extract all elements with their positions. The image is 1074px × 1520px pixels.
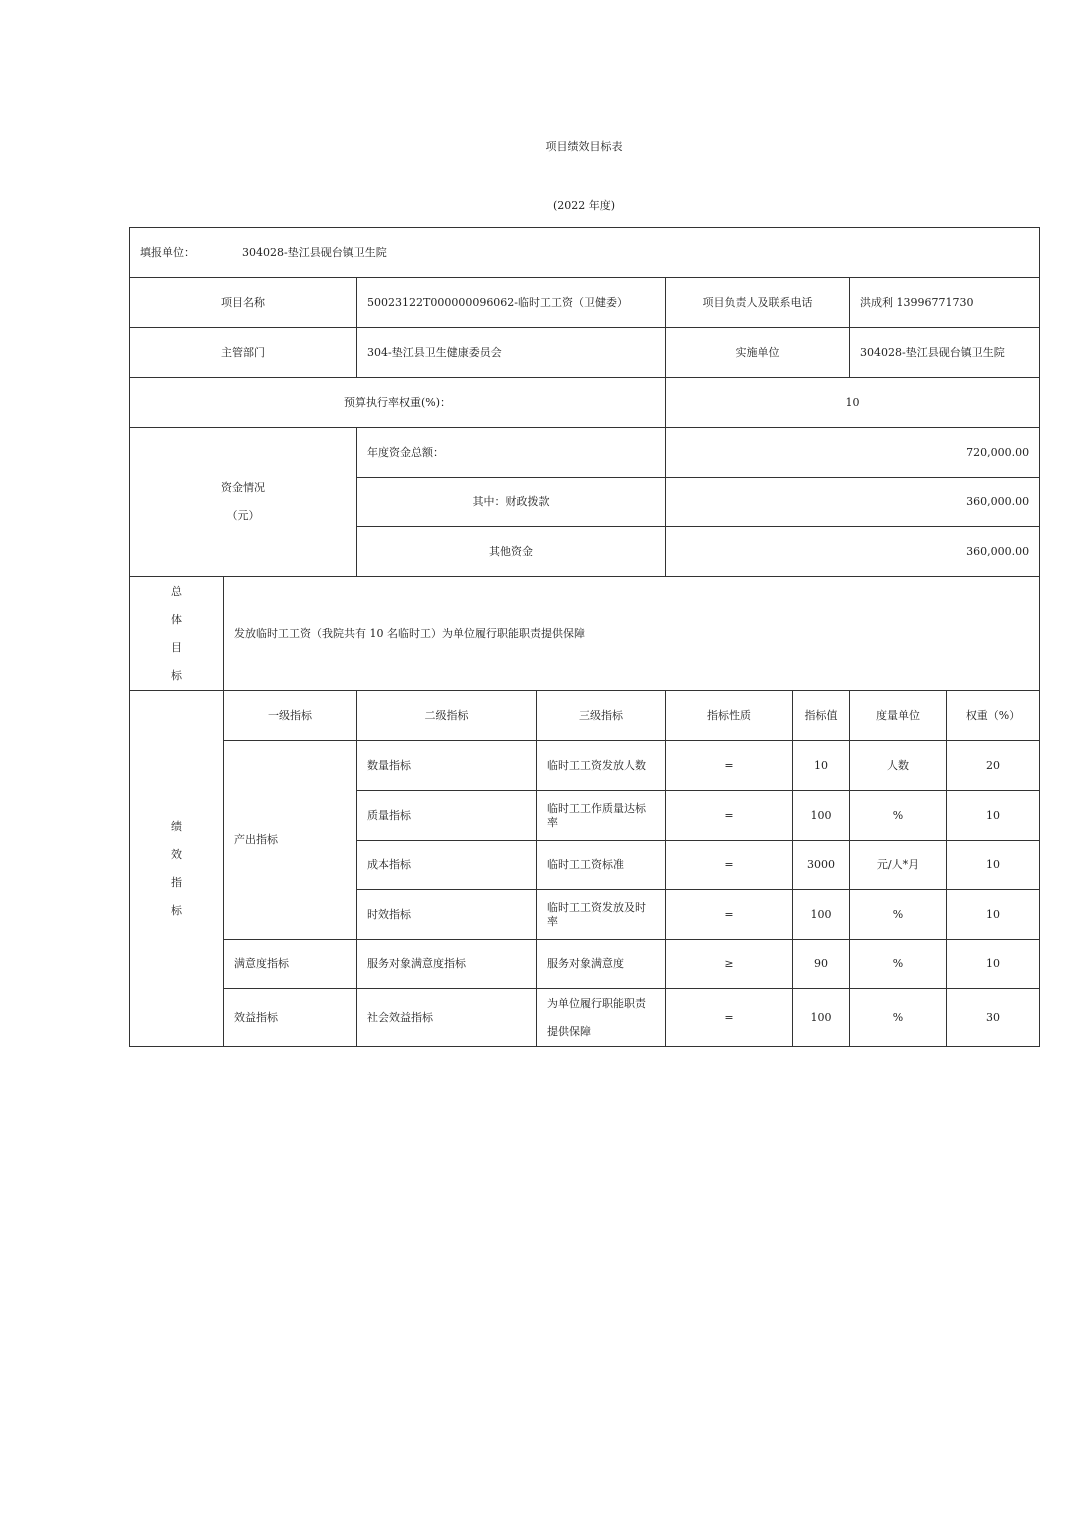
nature-cell: =: [666, 741, 793, 791]
filler-value: 304028-垫江县砚台镇卫生院: [242, 245, 387, 259]
filler-label: 填报单位：: [140, 245, 195, 259]
contact-value: 洪成利 13996771730: [850, 278, 1040, 328]
header-level2: 二级指标: [357, 691, 537, 741]
header-level1: 一级指标: [224, 691, 357, 741]
nature-cell: =: [666, 890, 793, 940]
filler-row: [130, 228, 1040, 278]
filler-cell: [130, 228, 1040, 278]
weight-cell: 10: [947, 890, 1040, 940]
nature-cell: =: [666, 791, 793, 841]
funds-other-value: 360,000.00: [666, 527, 1040, 577]
budget-weight-label: 预算执行率权重(%)：: [130, 378, 666, 428]
funds-label: [130, 428, 357, 577]
header-value: 指标值: [793, 691, 850, 741]
goal-label-char: 总: [171, 584, 182, 598]
page-title: 项目绩效目标表: [545, 140, 623, 153]
header-nature: 指标性质: [666, 691, 793, 741]
goal-label-char: 目: [171, 640, 182, 654]
unit-cell: 元/人*月: [850, 841, 947, 890]
level2-cell: 时效指标: [357, 890, 537, 940]
value-cell: 90: [793, 940, 850, 989]
level3-cell: 临时工工资发放及时率: [537, 890, 666, 940]
output-level1: 产出指标: [224, 741, 357, 940]
report-year: (2022 年度): [552, 199, 616, 212]
level3-cell: 临时工工资标准: [537, 841, 666, 890]
project-row: [130, 278, 1040, 328]
funds-label-line2: （元）: [226, 509, 260, 522]
goal-row: [130, 577, 1040, 691]
weight-cell: 10: [947, 940, 1040, 989]
goal-label-char: 标: [171, 668, 182, 682]
indicator-label-char: 标: [171, 903, 182, 917]
funds-total-row: [130, 428, 1040, 478]
indicator-label: [130, 691, 224, 1047]
indicator-header-row: [130, 691, 1040, 741]
budget-weight-value: 10: [666, 378, 1040, 428]
level3-cell: 服务对象满意度: [537, 940, 666, 989]
weight-cell: 30: [947, 989, 1040, 1047]
header-weight: 权重（%）: [947, 691, 1040, 741]
level3-cell: 临时工工作质量达标率: [537, 791, 666, 841]
goal-text: 发放临时工工资（我院共有 10 名临时工）为单位履行职能职责提供保障: [224, 577, 1040, 691]
unit-cell: %: [850, 890, 947, 940]
funds-label-line1: 资金情况: [221, 481, 265, 494]
level1-cell: 效益指标: [224, 989, 357, 1047]
goal-label-char: 体: [171, 612, 182, 626]
header-unit: 度量单位: [850, 691, 947, 741]
funds-total-label: 年度资金总额：: [357, 428, 666, 478]
project-name-value: 50023122T000000096062-临时工工资（卫健委）: [357, 278, 666, 328]
header-level3: 三级指标: [537, 691, 666, 741]
funds-total-value: 720,000.00: [666, 428, 1040, 478]
unit-cell: %: [850, 940, 947, 989]
weight-cell: 10: [947, 791, 1040, 841]
impl-label: 实施单位: [666, 328, 850, 378]
value-cell: 100: [793, 791, 850, 841]
indicator-label-char: 效: [171, 847, 182, 861]
nature-cell: ≥: [666, 940, 793, 989]
indicator-label-char: 指: [171, 875, 182, 889]
nature-cell: =: [666, 989, 793, 1047]
dept-value: 304-垫江县卫生健康委员会: [357, 328, 666, 378]
level2-cell: 社会效益指标: [357, 989, 537, 1047]
table-row: [130, 940, 1040, 989]
unit-cell: %: [850, 989, 947, 1047]
table-row: [130, 989, 1040, 1047]
impl-value: 304028-垫江县砚台镇卫生院: [850, 328, 1040, 378]
level2-cell: 质量指标: [357, 791, 537, 841]
weight-cell: 10: [947, 841, 1040, 890]
performance-table: [129, 227, 1040, 1047]
dept-row: [130, 328, 1040, 378]
level3-cell: 临时工工资发放人数: [537, 741, 666, 791]
nature-cell: =: [666, 841, 793, 890]
budget-weight-row: [130, 378, 1040, 428]
level2-cell: 数量指标: [357, 741, 537, 791]
level2-cell: 服务对象满意度指标: [357, 940, 537, 989]
contact-label: 项目负责人及联系电话: [666, 278, 850, 328]
funds-fiscal-value: 360,000.00: [666, 478, 1040, 527]
indicator-label-char: 绩: [171, 819, 182, 833]
funds-fiscal-label: 其中：财政拨款: [357, 478, 666, 527]
unit-cell: 人数: [850, 741, 947, 791]
table-row: [130, 741, 1040, 791]
weight-cell: 20: [947, 741, 1040, 791]
goal-label: [130, 577, 224, 691]
project-name-label: 项目名称: [130, 278, 357, 328]
dept-label: 主管部门: [130, 328, 357, 378]
value-cell: 3000: [793, 841, 850, 890]
unit-cell: %: [850, 791, 947, 841]
funds-other-label: 其他资金: [357, 527, 666, 577]
value-cell: 10: [793, 741, 850, 791]
level3-cell: 为单位履行职能职责提供保障: [537, 989, 666, 1047]
level2-cell: 成本指标: [357, 841, 537, 890]
value-cell: 100: [793, 890, 850, 940]
value-cell: 100: [793, 989, 850, 1047]
level1-cell: 满意度指标: [224, 940, 357, 989]
